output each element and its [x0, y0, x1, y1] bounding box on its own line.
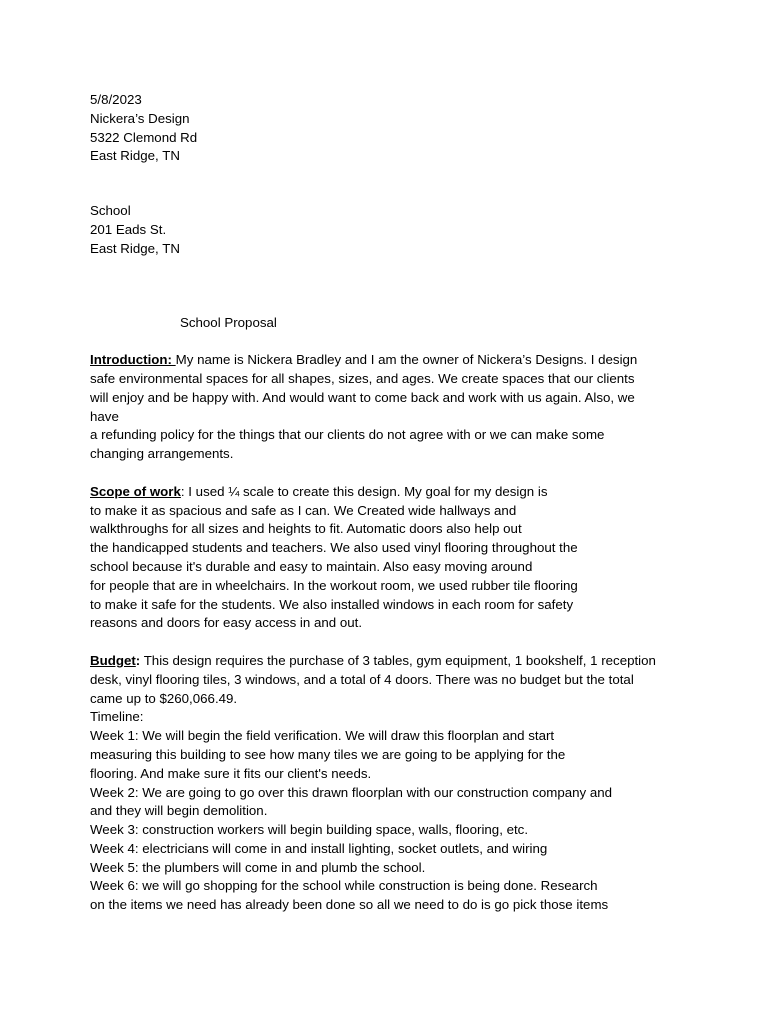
- timeline-section: [90, 708, 730, 915]
- recipient-city: East Ridge, TN: [90, 240, 180, 256]
- scope-line: to make it as spacious and safe as I can. We Created wide hallways and: [90, 502, 517, 518]
- timeline-line: Week 6: we will go shopping for the school while construction is being done. Research: [90, 878, 598, 894]
- timeline-line: measuring this building to see how many tiles we are going to be applying for the: [90, 746, 566, 762]
- timeline-line: Week 4: electricians will come in and install lighting, socket outlets, and wiring: [90, 840, 548, 856]
- scope-heading: Scope of work: [90, 483, 181, 499]
- timeline-line: and they will begin demolition.: [90, 803, 268, 819]
- recipient-street: 201 Eads St.: [90, 221, 167, 237]
- sender-street: 5322 Clemond Rd: [90, 129, 198, 145]
- document-title: School Proposal: [180, 314, 277, 330]
- timeline-line: Week 1: We will begin the field verification. We will draw this floorplan and start: [90, 728, 555, 744]
- sender-city: East Ridge, TN: [90, 148, 180, 164]
- introduction-line: safe environmental spaces for all shapes, sizes, and ages. We create spaces that our clients: [90, 370, 635, 386]
- budget-line: This design requires the purchase of 3 tables, gym equipment, 1 bookshelf, 1 reception: [140, 652, 656, 668]
- introduction-line: My name is Nickera Bradley and I am the owner of Nickera’s Designs. I design: [175, 352, 638, 368]
- introduction-line: have: [90, 408, 119, 424]
- budget-line: desk, vinyl flooring tiles, 3 windows, and a total of 4 doors. There was no budget but the total: [90, 671, 634, 687]
- timeline-line: Week 3: construction workers will begin building space, walls, flooring, etc.: [90, 822, 529, 838]
- timeline-label: Timeline:: [90, 709, 144, 725]
- scope-line: reasons and doors for easy access in and out.: [90, 615, 363, 631]
- scope-section: [90, 483, 730, 633]
- timeline-line: flooring. And make sure it fits our client's needs.: [90, 765, 372, 781]
- introduction-line: changing arrangements.: [90, 446, 234, 462]
- budget-section: [90, 652, 730, 708]
- budget-line: came up to $260,066.49.: [90, 690, 238, 706]
- recipient-name: School: [90, 203, 131, 219]
- scope-line: for people that are in wheelchairs. In the workout room, we used rubber tile flooring: [90, 577, 578, 593]
- budget-heading-colon: :: [135, 652, 141, 668]
- timeline-line: on the items we need has already been done so all we need to do is go pick those items: [90, 897, 609, 913]
- introduction-heading: Introduction:: [90, 352, 176, 368]
- document-page: [90, 91, 730, 915]
- introduction-line: a refunding policy for the things that our clients do not agree with or we can make some: [90, 427, 605, 443]
- recipient-block: [90, 202, 730, 258]
- timeline-line: Week 5: the plumbers will come in and plumb the school.: [90, 859, 426, 875]
- letter-date: 5/8/2023: [90, 92, 142, 107]
- introduction-line: will enjoy and be happy with. And would want to come back and work with us again. Also, we: [90, 389, 635, 405]
- scope-line: : I used ¼ scale to create this design. My goal for my design is: [180, 483, 548, 499]
- introduction-section: [90, 351, 730, 464]
- timeline-line: Week 2: We are going to go over this drawn floorplan with our construction company and: [90, 784, 613, 800]
- scope-line: walkthroughs for all sizes and heights to fit. Automatic doors also help out: [90, 521, 522, 537]
- scope-line: to make it safe for the students. We also installed windows in each room for safety: [90, 596, 574, 612]
- scope-line: school because it's durable and easy to maintain. Also easy moving around: [90, 558, 533, 574]
- sender-company: Nickera’s Design: [90, 110, 190, 126]
- sender-block: [90, 91, 730, 166]
- scope-line: the handicapped students and teachers. We also used vinyl flooring throughout the: [90, 540, 578, 556]
- budget-heading: Budget: [90, 652, 136, 668]
